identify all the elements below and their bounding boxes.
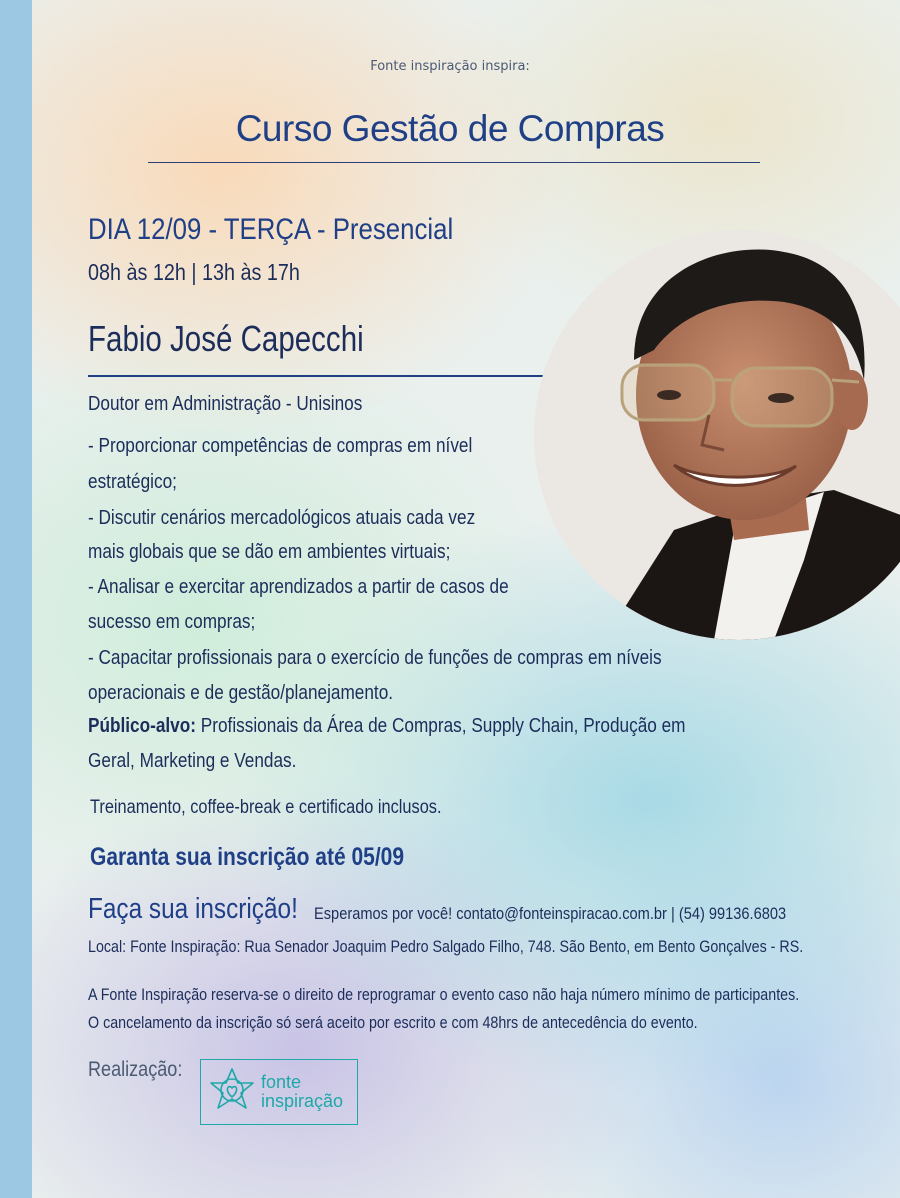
objective-line: - Capacitar profissionais para o exercício de funções de compras em níveis: [88, 647, 662, 669]
note-line: A Fonte Inspiração reserva-se o direito de reprogramar o evento caso não haja número mínimo de participantes.: [88, 985, 800, 1004]
location-text: Local: Fonte Inspiração: Rua Senador Joaquim Pedro Salgado Filho, 748. São Bento, em Bento Gonçalves - RS.: [88, 937, 804, 956]
event-day: DIA 12/09 - TERÇA - Presencial: [88, 213, 454, 246]
star-heart-logo-icon: [207, 1066, 257, 1118]
page-title: Curso Gestão de Compras: [235, 108, 665, 149]
note-line: O cancelamento da inscrição só será aceito por escrito e com 48hrs de antecedência do evento.: [88, 1013, 698, 1032]
registration-cta: Faça sua inscrição!: [88, 893, 298, 925]
objective-line: - Analisar e exercitar aprendizados a partir de casos de: [88, 576, 509, 598]
title-divider: [148, 162, 760, 163]
audience-line: [88, 715, 685, 738]
objective-line: estratégico;: [88, 471, 177, 493]
objective-line: - Proporcionar competências de compras em nível: [88, 435, 473, 457]
speaker-photo: [534, 230, 900, 640]
left-accent-bar: [0, 0, 32, 1198]
registration-deadline: Garanta sua inscrição até 05/09: [90, 843, 405, 871]
audience-line-2: Geral, Marketing e Vendas.: [88, 750, 297, 772]
includes-text: Treinamento, coffee-break e certificado inclusos.: [90, 797, 442, 818]
logo-text-line2: inspiração: [261, 1091, 344, 1111]
audience-text: Profissionais da Área de Compras, Supply Chain, Produção em: [195, 715, 686, 737]
event-hours: 08h às 12h | 13h às 17h: [88, 259, 300, 285]
logo-text-line1: fonte: [261, 1072, 302, 1092]
speaker-portrait-icon: [534, 230, 900, 640]
speaker-credential: Doutor em Administração - Unisinos: [88, 393, 363, 415]
contact-info: Esperamos por você! contato@fonteinspiracao.com.br | (54) 99136.6803: [314, 904, 787, 923]
objective-line: mais globais que se dão em ambientes virtuais;: [88, 541, 451, 563]
speaker-name: Fabio José Capecchi: [88, 318, 364, 359]
objective-line: - Discutir cenários mercadológicos atuais cada vez: [88, 507, 476, 529]
audience-label: Público-alvo:: [88, 715, 196, 737]
objective-line: operacionais e de gestão/planejamento.: [88, 682, 394, 704]
objective-line: sucesso em compras;: [88, 611, 256, 633]
organizer-logo: [200, 1059, 358, 1125]
speaker-divider: [88, 375, 566, 377]
organizer-label: Realização:: [88, 1058, 183, 1081]
overline: Fonte inspiração inspira:: [370, 59, 530, 74]
